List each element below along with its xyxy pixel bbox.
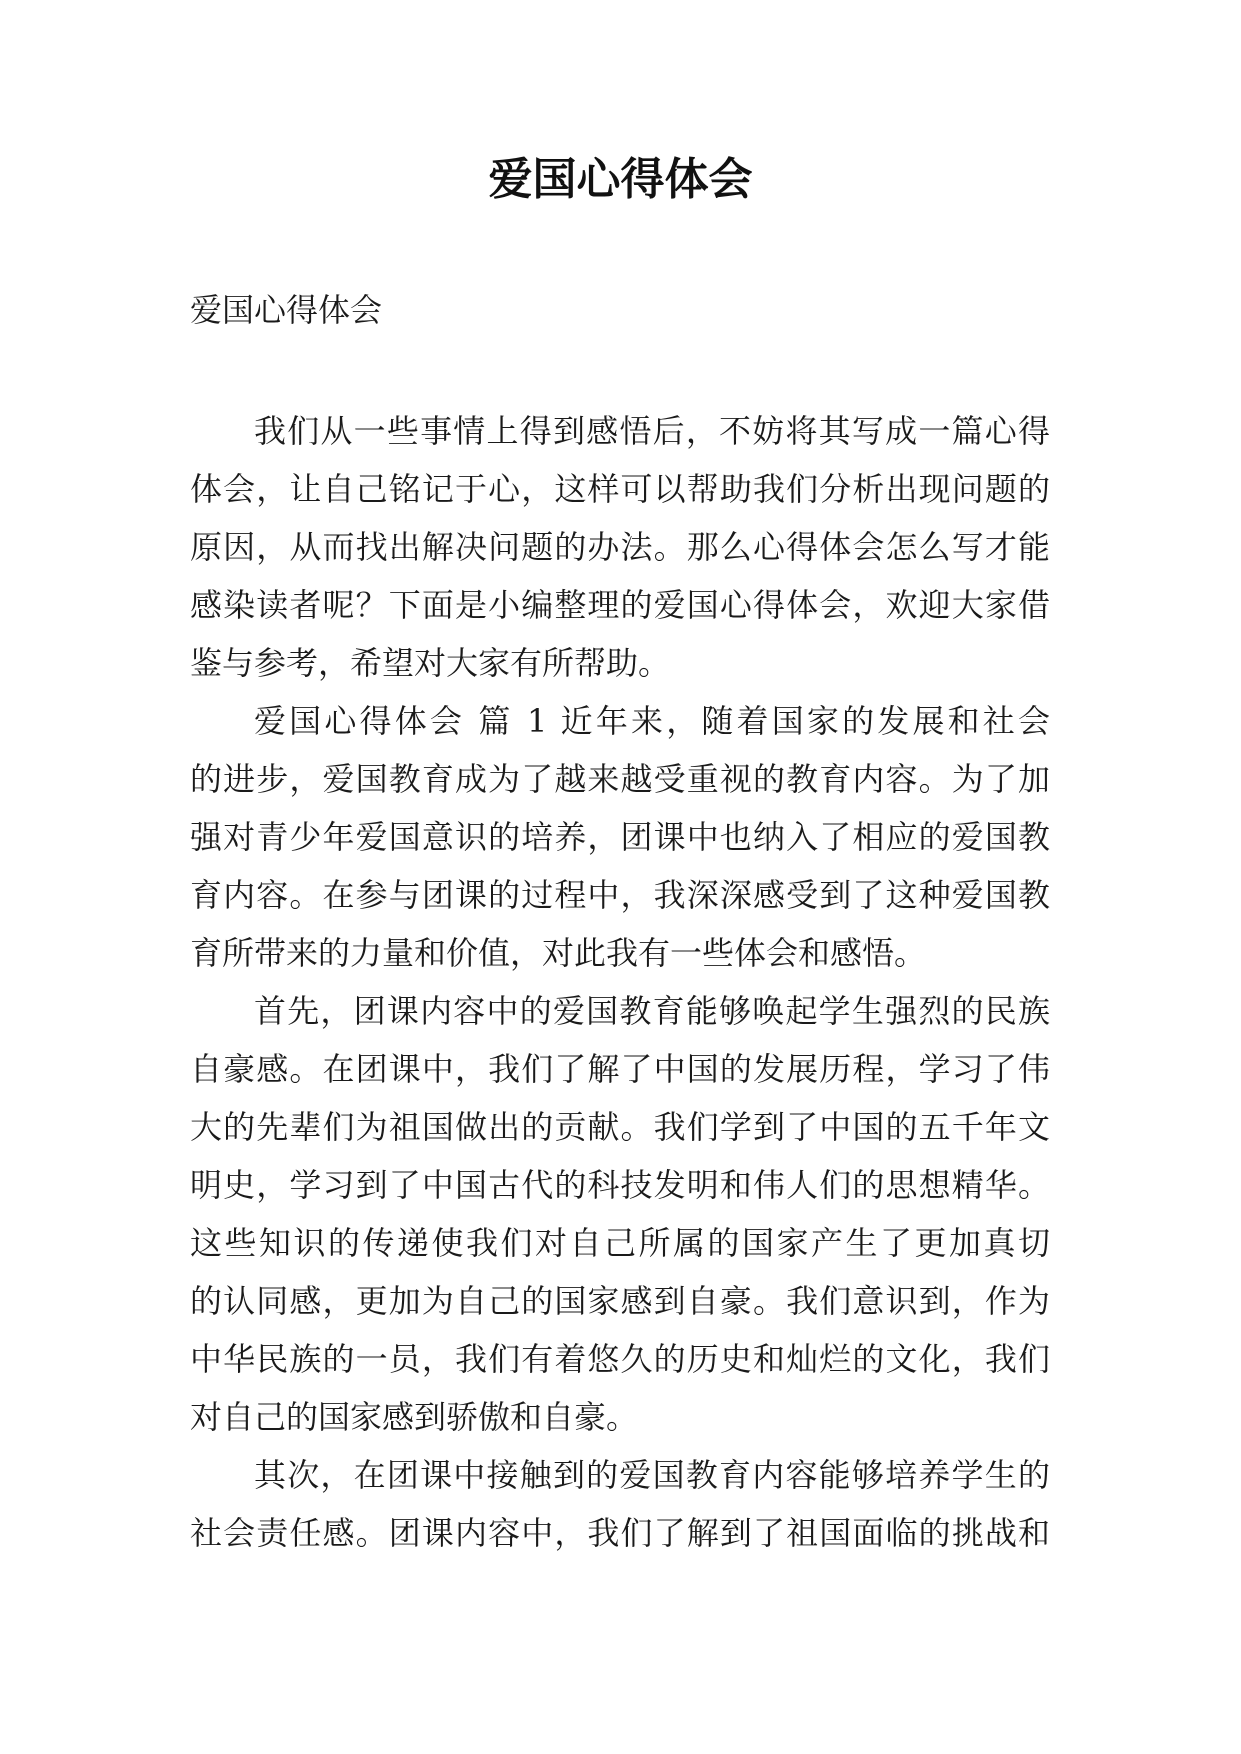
body-line: 体会，让自己铭记于心，这样可以帮助我们分析出现问题的: [190, 470, 1050, 508]
body-line: 原因，从而找出解决问题的办法。那么心得体会怎么写才能: [190, 528, 1050, 566]
body-line: 鉴与参考，希望对大家有所帮助。: [190, 644, 671, 682]
body-line: 我们从一些事情上得到感悟后，不妨将其写成一篇心得: [254, 412, 1050, 450]
body-line: 这些知识的传递使我们对自己所属的国家产生了更加真切: [190, 1224, 1050, 1262]
body-line: 明史，学习到了中国古代的科技发明和伟人们的思想精华。: [190, 1166, 1050, 1204]
document-subtitle: 爱国心得体会: [190, 291, 383, 329]
body-line: 爱国心得体会 篇 1 近年来，随着国家的发展和社会: [254, 702, 1050, 740]
body-line: 强对青少年爱国意识的培养，团课中也纳入了相应的爱国教: [190, 818, 1050, 856]
body-line: 自豪感。在团课中，我们了解了中国的发展历程，学习了伟: [190, 1050, 1050, 1088]
document-body: [190, 402, 1050, 1562]
body-line: 首先，团课内容中的爱国教育能够唤起学生强烈的民族: [254, 992, 1050, 1030]
body-line: 的进步，爱国教育成为了越来越受重视的教育内容。为了加: [190, 760, 1050, 798]
body-line: 育内容。在参与团课的过程中，我深深感受到了这种爱国教: [190, 876, 1050, 914]
body-line: 其次，在团课中接触到的爱国教育内容能够培养学生的: [254, 1456, 1050, 1494]
body-line: 感染读者呢？下面是小编整理的爱国心得体会，欢迎大家借: [190, 586, 1050, 624]
body-line: 社会责任感。团课内容中，我们了解到了祖国面临的挑战和: [190, 1514, 1050, 1552]
body-line: 育所带来的力量和价值，对此我有一些体会和感悟。: [190, 934, 927, 972]
body-line: 中华民族的一员，我们有着悠久的历史和灿烂的文化，我们: [190, 1340, 1050, 1378]
body-line: 大的先辈们为祖国做出的贡献。我们学到了中国的五千年文: [190, 1108, 1050, 1146]
document-title: 爱国心得体会: [488, 154, 753, 205]
body-line: 的认同感，更加为自己的国家感到自豪。我们意识到，作为: [190, 1282, 1050, 1320]
body-line: 对自己的国家感到骄傲和自豪。: [190, 1398, 639, 1436]
